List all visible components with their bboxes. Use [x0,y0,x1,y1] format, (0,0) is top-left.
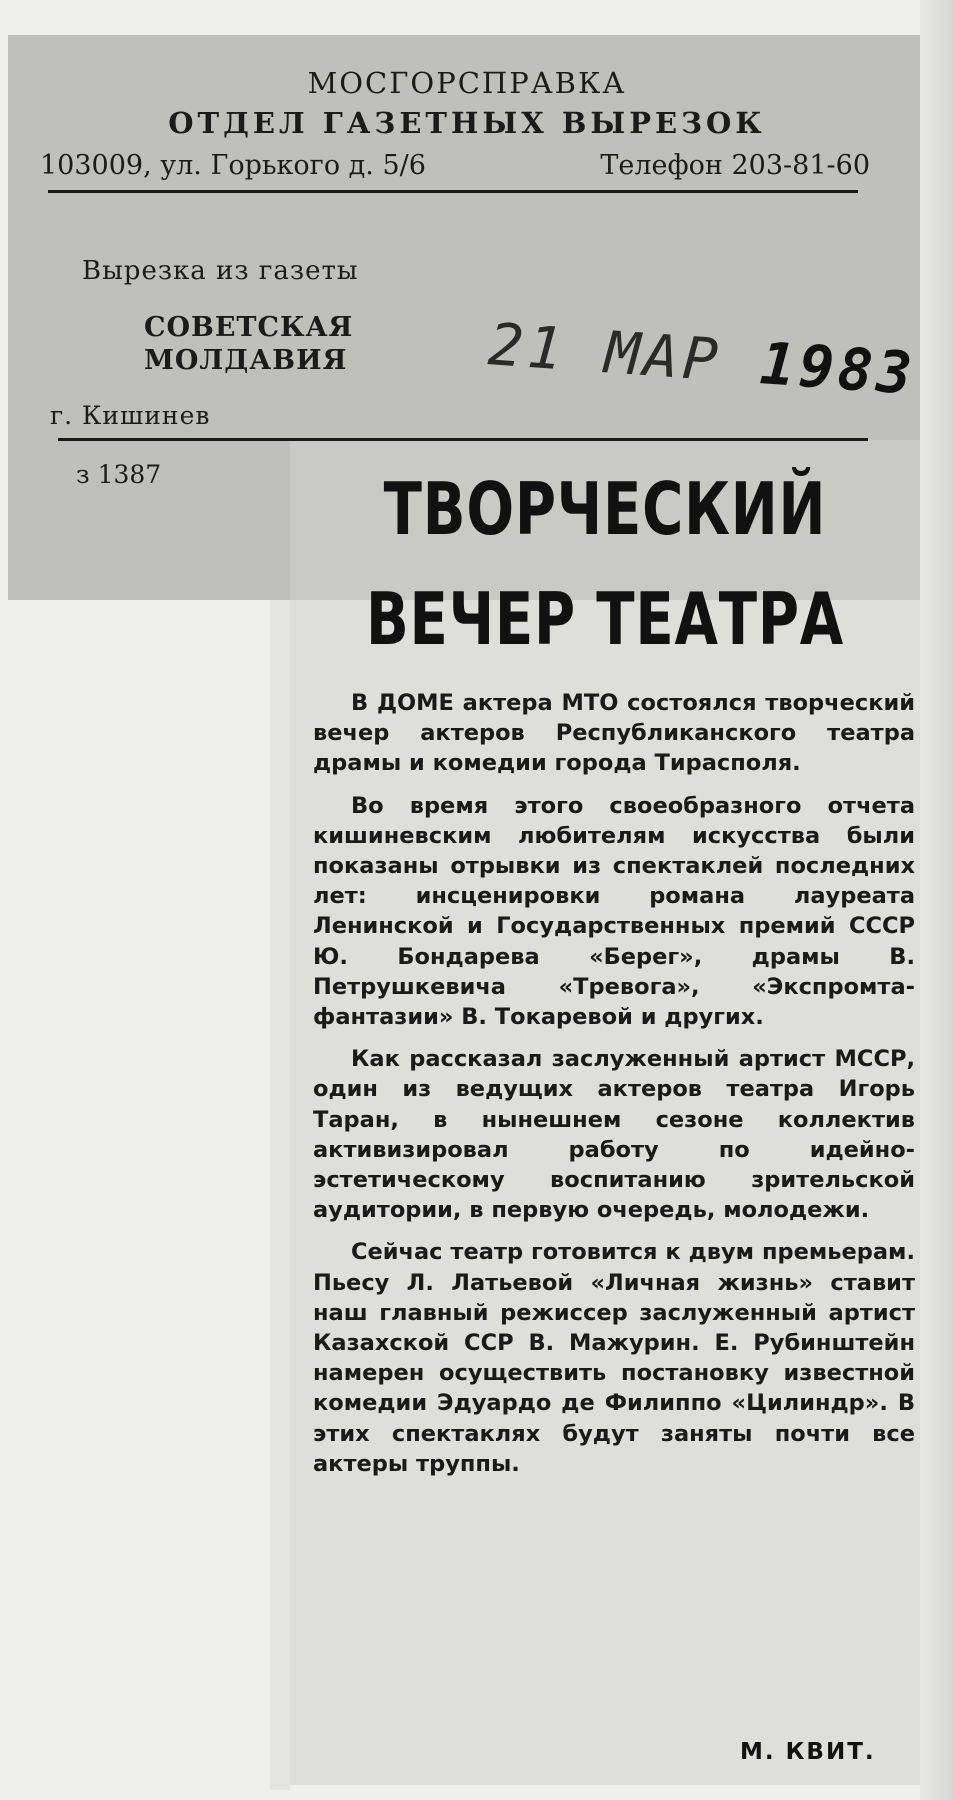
headline-line1: ТВОРЧЕСКИЙ [383,467,827,551]
city: г. Кишинев [50,401,211,430]
clip-shadow [270,600,290,1790]
byline: М. КВИТ. [740,1739,876,1765]
stamp-year: 1983 [757,329,918,408]
newspaper-name-line2: МОЛДАВИЯ [144,345,348,376]
article-body [313,688,915,1491]
org-name: МОСГОРСПРАВКА [307,66,627,100]
newspaper-name [144,311,353,377]
address: 103009, ул. Горького д. 5/6 [40,150,426,181]
header-rule [48,190,858,193]
stamp-day-month: 21 МАР [486,310,724,395]
article-paragraph: В ДОМЕ актера МТО состоялся творческий вечер актеров Республиканского театра драмы и комедии города Тирасполя. [313,690,915,777]
article-paragraph: Сейчас театр готовится к двум премьерам. Пьесу Л. Латьевой «Личная жизнь» ставит наш главный режиссер заслуженный артист Казахской ССР В. Мажурин. Е. Рубинштейн намерен осуществить постановку известной комедии Эдуардо де Филиппо «Цилиндр». В этих спектаклях будут заняты почти все актеры труппы. [313,1239,915,1477]
headline-line2: ВЕЧЕР ТЕАТРА [365,577,845,661]
newspaper-name-line1: СОВЕТСКАЯ [144,312,354,343]
article-paragraph: Во время этого своеобразного отчета кишиневским любителям искусства были показаны отрывки из спектаклей последних лет: инсценировки романа лауреата Ленинской и Государственных премий СССР Ю. Бондарева «Берег», драмы В. Петрушкевича «Тревога», «Экспромта-фантазии» В. Токаревой и других. [313,792,915,1031]
edge-shadow [920,0,954,1800]
address-line [40,150,870,181]
phone: Телефон 203-81-60 [600,150,870,181]
source-label: Вырезка из газеты [82,256,359,286]
article-paragraph: Как рассказал заслуженный артист МССР, один из ведущих актеров театра Игорь Таран, в нынешнем сезоне коллектив активизировал работу по идейно-эстетическому воспитанию зрительской аудитории, в первую очередь, молодежи. [313,1046,915,1224]
order-number: з 1387 [76,460,162,489]
source-rule [58,438,868,441]
department-name: ОТДЕЛ ГАЗЕТНЫХ ВЫРЕЗОК [168,106,766,140]
